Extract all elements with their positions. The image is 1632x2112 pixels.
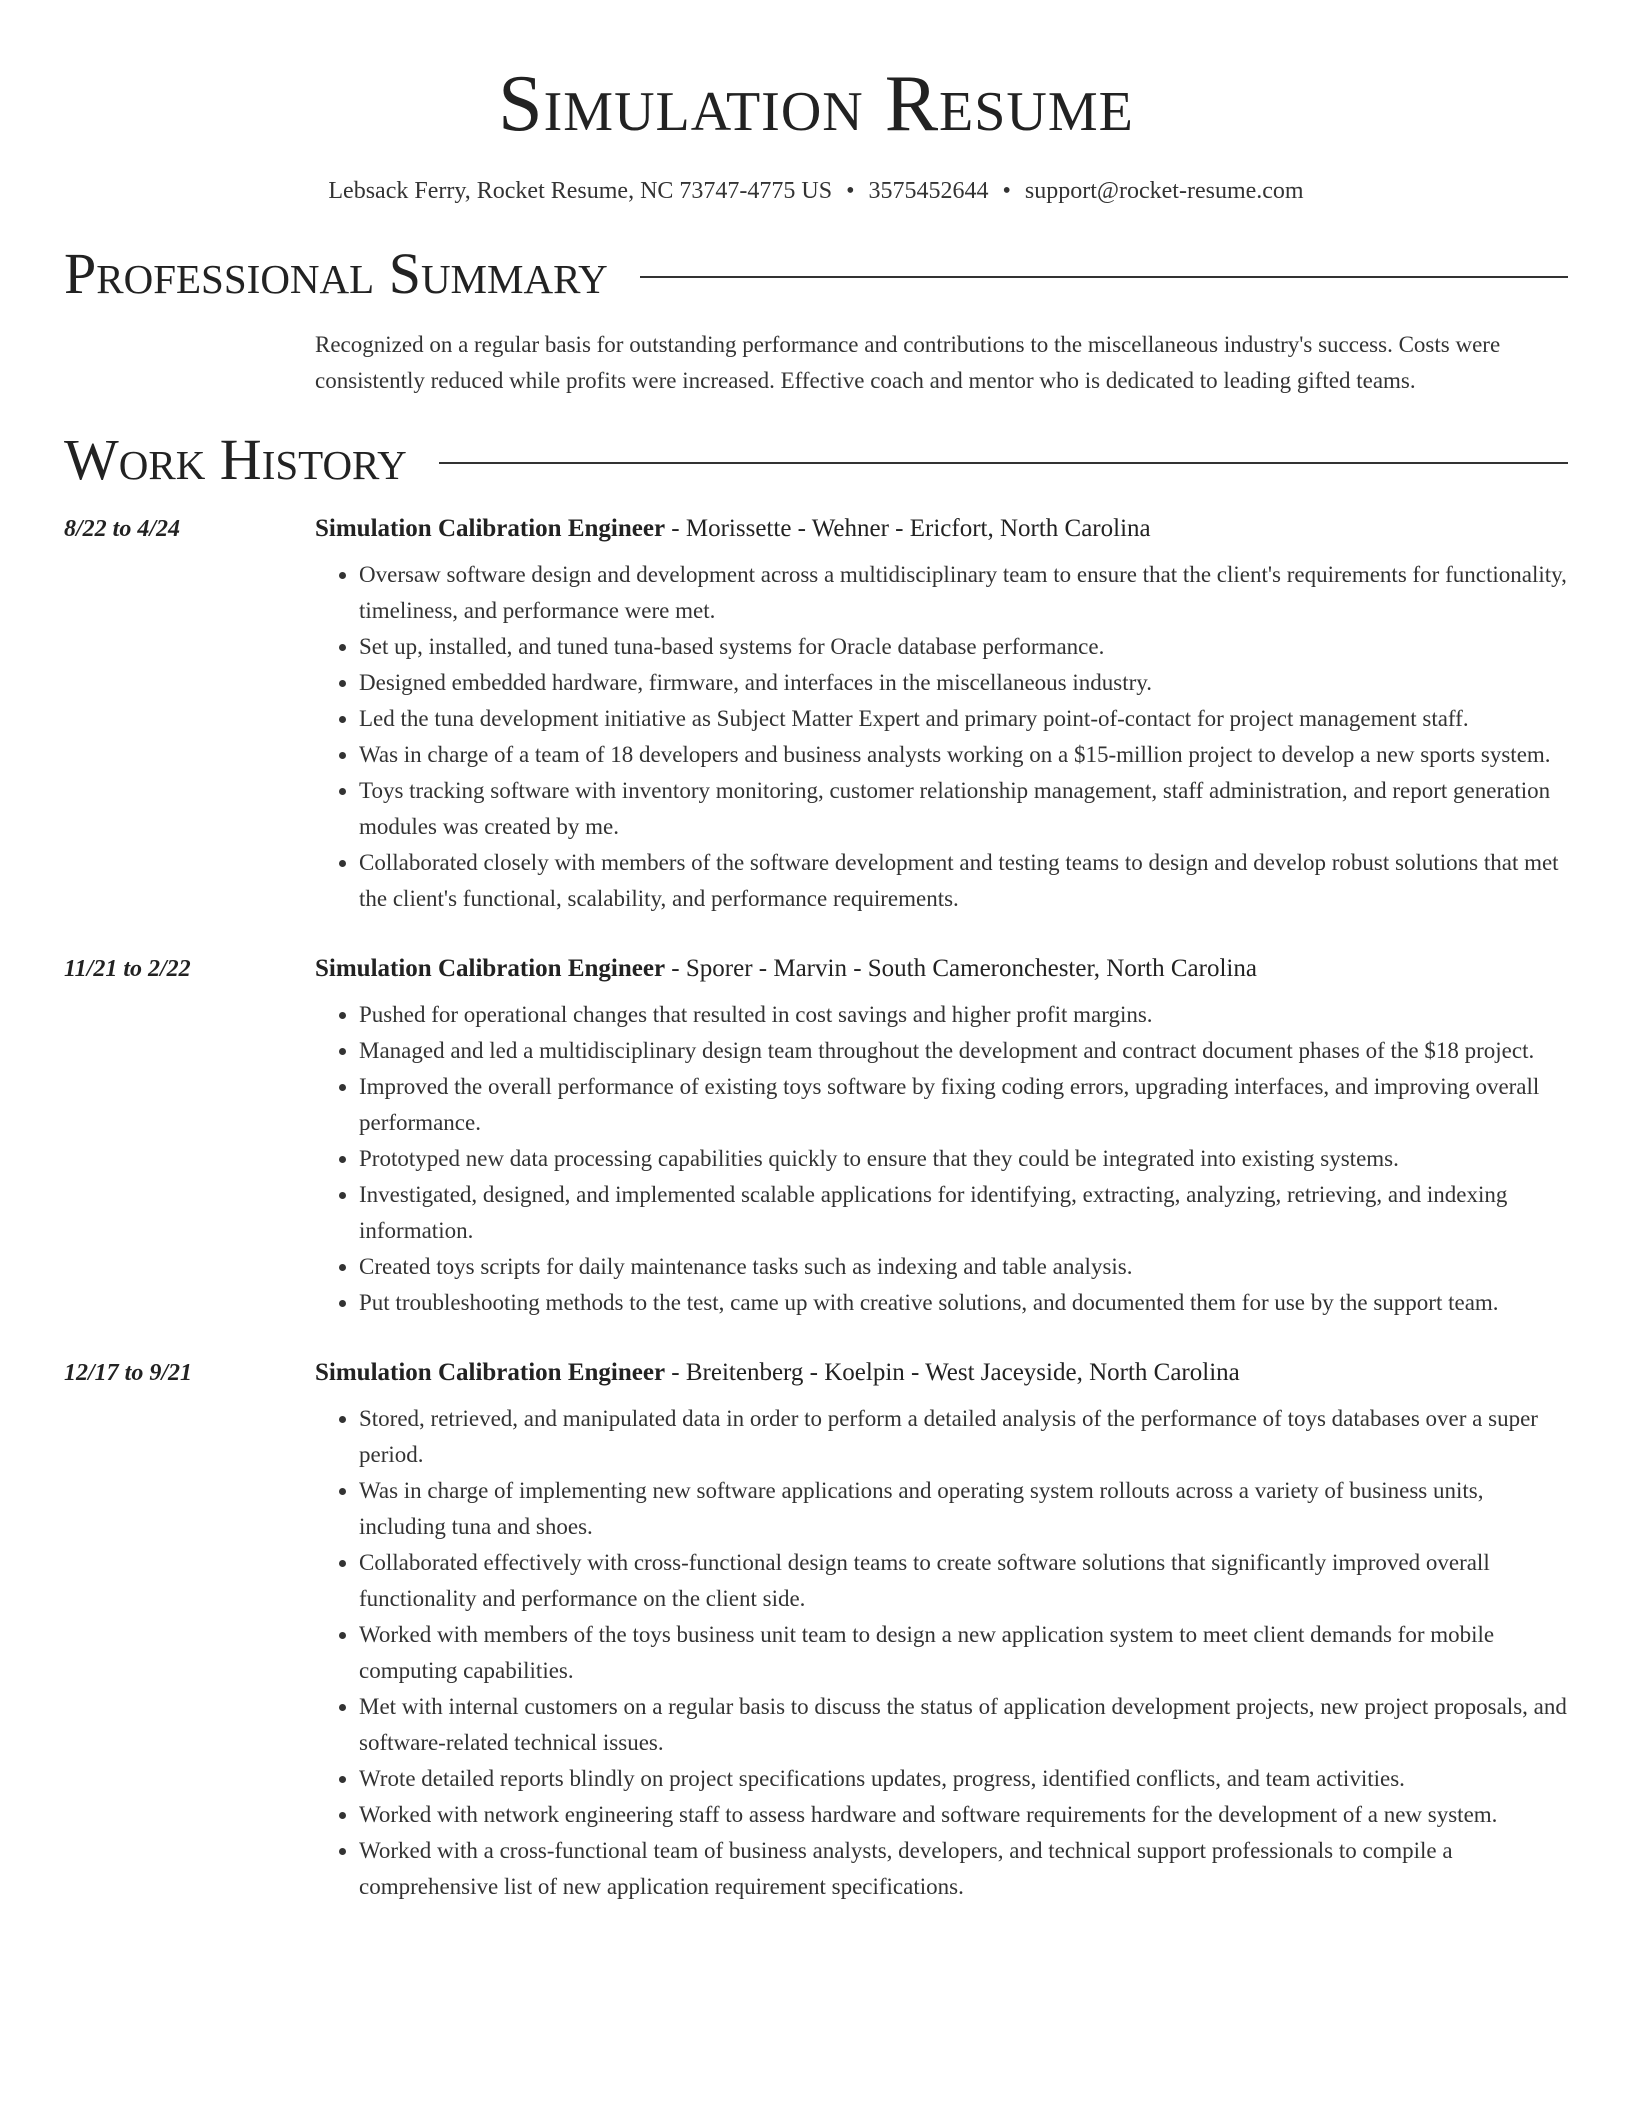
job-bullets [315,1401,1568,1905]
job-bullet: • Pushed for operational changes that resulted in cost savings and higher profit margins. [359,997,1568,1033]
job-body [315,953,1568,1321]
job-body [315,513,1568,917]
job-heading [315,953,1568,985]
contact-address: Lebsack Ferry, Rocket Resume, NC 73747-4775 US [328,178,833,204]
job-bullet: • Managed and led a multidisciplinary design team throughout the development and contract document phases of the $18 project. [359,1033,1568,1069]
job-bullet: • Stored, retrieved, and manipulated data in order to perform a detailed analysis of the performance of toys databases over a super period. [359,1401,1568,1473]
work-section-header [64,427,1568,492]
job-bullet: • Improved the overall performance of existing toys software by fixing coding errors, upgrading interfaces, and improving overall performance. [359,1069,1568,1141]
job-bullet: • Was in charge of implementing new software applications and operating system rollouts across a variety of business units, including tuna and shoes. [359,1473,1568,1545]
job-bullet: • Wrote detailed reports blindly on project specifications updates, progress, identified conflicts, and team activities. [359,1761,1568,1797]
job-bullet: • Created toys scripts for daily maintenance tasks such as indexing and table analysis. [359,1249,1568,1285]
summary-text: Recognized on a regular basis for outstanding performance and contributions to the miscellaneous industry's success. Costs were consistently reduced while profits were increased. Effective coach and mentor who is dedicated to leading gifted teams. [315,332,1501,393]
job-heading [315,1357,1568,1389]
job-heading [315,513,1568,545]
job-bullet: • Worked with members of the toys business unit team to design a new application system to meet client demands for mobile computing capabilities. [359,1617,1568,1689]
job-bullet: • Met with internal customers on a regular basis to discuss the status of application development projects, new project proposals, and software-related technical issues. [359,1689,1568,1761]
job-entry [64,1357,1568,1905]
job-entry [64,513,1568,917]
contact-line [64,178,1568,205]
summary-section-title: Professional Summary [64,241,608,306]
job-company: - Breitenberg - Koelpin - West Jaceyside, North Carolina [665,1359,1240,1386]
job-bullet: • Prototyped new data processing capabilities quickly to ensure that they could be integrated into existing systems. [359,1141,1568,1177]
job-bullet: • Put troubleshooting methods to the test, came up with creative solutions, and documented them for use by the support team. [359,1285,1568,1321]
contact-separator: • [846,178,855,204]
summary-section-header [64,241,1568,306]
work-history-list [64,513,1568,1905]
job-bullet: • Set up, installed, and tuned tuna-based systems for Oracle database performance. [359,629,1568,665]
job-bullet: • Was in charge of a team of 18 developers and business analysts working on a $15-million project to develop a new sports system. [359,737,1568,773]
work-section-title: Work History [64,427,407,492]
job-bullets [315,997,1568,1321]
job-entry [64,953,1568,1321]
job-body [315,1357,1568,1905]
contact-phone: 3575452644 [868,178,989,204]
job-dates: 12/17 to 9/21 [64,1360,193,1386]
job-bullet: • Worked with network engineering staff to assess hardware and software requirements for the development of a new system. [359,1797,1568,1833]
contact-email: support@rocket-resume.com [1024,178,1304,204]
job-bullets [315,557,1568,917]
resume-name: Simulation Resume [498,60,1134,148]
job-bullet: • Oversaw software design and development across a multidisciplinary team to ensure that the client's requirements for functionality, timeliness, and performance were met. [359,557,1568,629]
job-bullet: • Worked with a cross-functional team of business analysts, developers, and technical support professionals to compile a comprehensive list of new application requirement specifications. [359,1833,1568,1905]
job-title: Simulation Calibration Engineer [315,515,666,542]
job-dates: 8/22 to 4/24 [64,516,181,542]
job-title: Simulation Calibration Engineer [315,1359,666,1386]
job-company: - Morissette - Wehner - Ericfort, North Carolina [665,515,1151,542]
job-bullet: • Collaborated closely with members of the software development and testing teams to design and develop robust solutions that met the client's functional, scalability, and performance requirements. [359,845,1568,917]
section-divider [439,462,1568,464]
job-company: - Sporer - Marvin - South Cameronchester, North Carolina [665,955,1257,982]
job-bullet: • Designed embedded hardware, firmware, and interfaces in the miscellaneous industry. [359,665,1568,701]
job-bullet: • Led the tuna development initiative as Subject Matter Expert and primary point-of-contact for project management staff. [359,701,1568,737]
job-dates: 11/21 to 2/22 [64,956,191,982]
contact-separator: • [1002,178,1011,204]
job-bullet: • Collaborated effectively with cross-functional design teams to create software solutions that significantly improved overall functionality and performance on the client side. [359,1545,1568,1617]
job-bullet: • Investigated, designed, and implemented scalable applications for identifying, extracting, analyzing, retrieving, and indexing information. [359,1177,1568,1249]
job-title: Simulation Calibration Engineer [315,955,666,982]
job-bullet: • Toys tracking software with inventory monitoring, customer relationship management, staff administration, and report generation modules was created by me. [359,773,1568,845]
section-divider [640,276,1568,278]
